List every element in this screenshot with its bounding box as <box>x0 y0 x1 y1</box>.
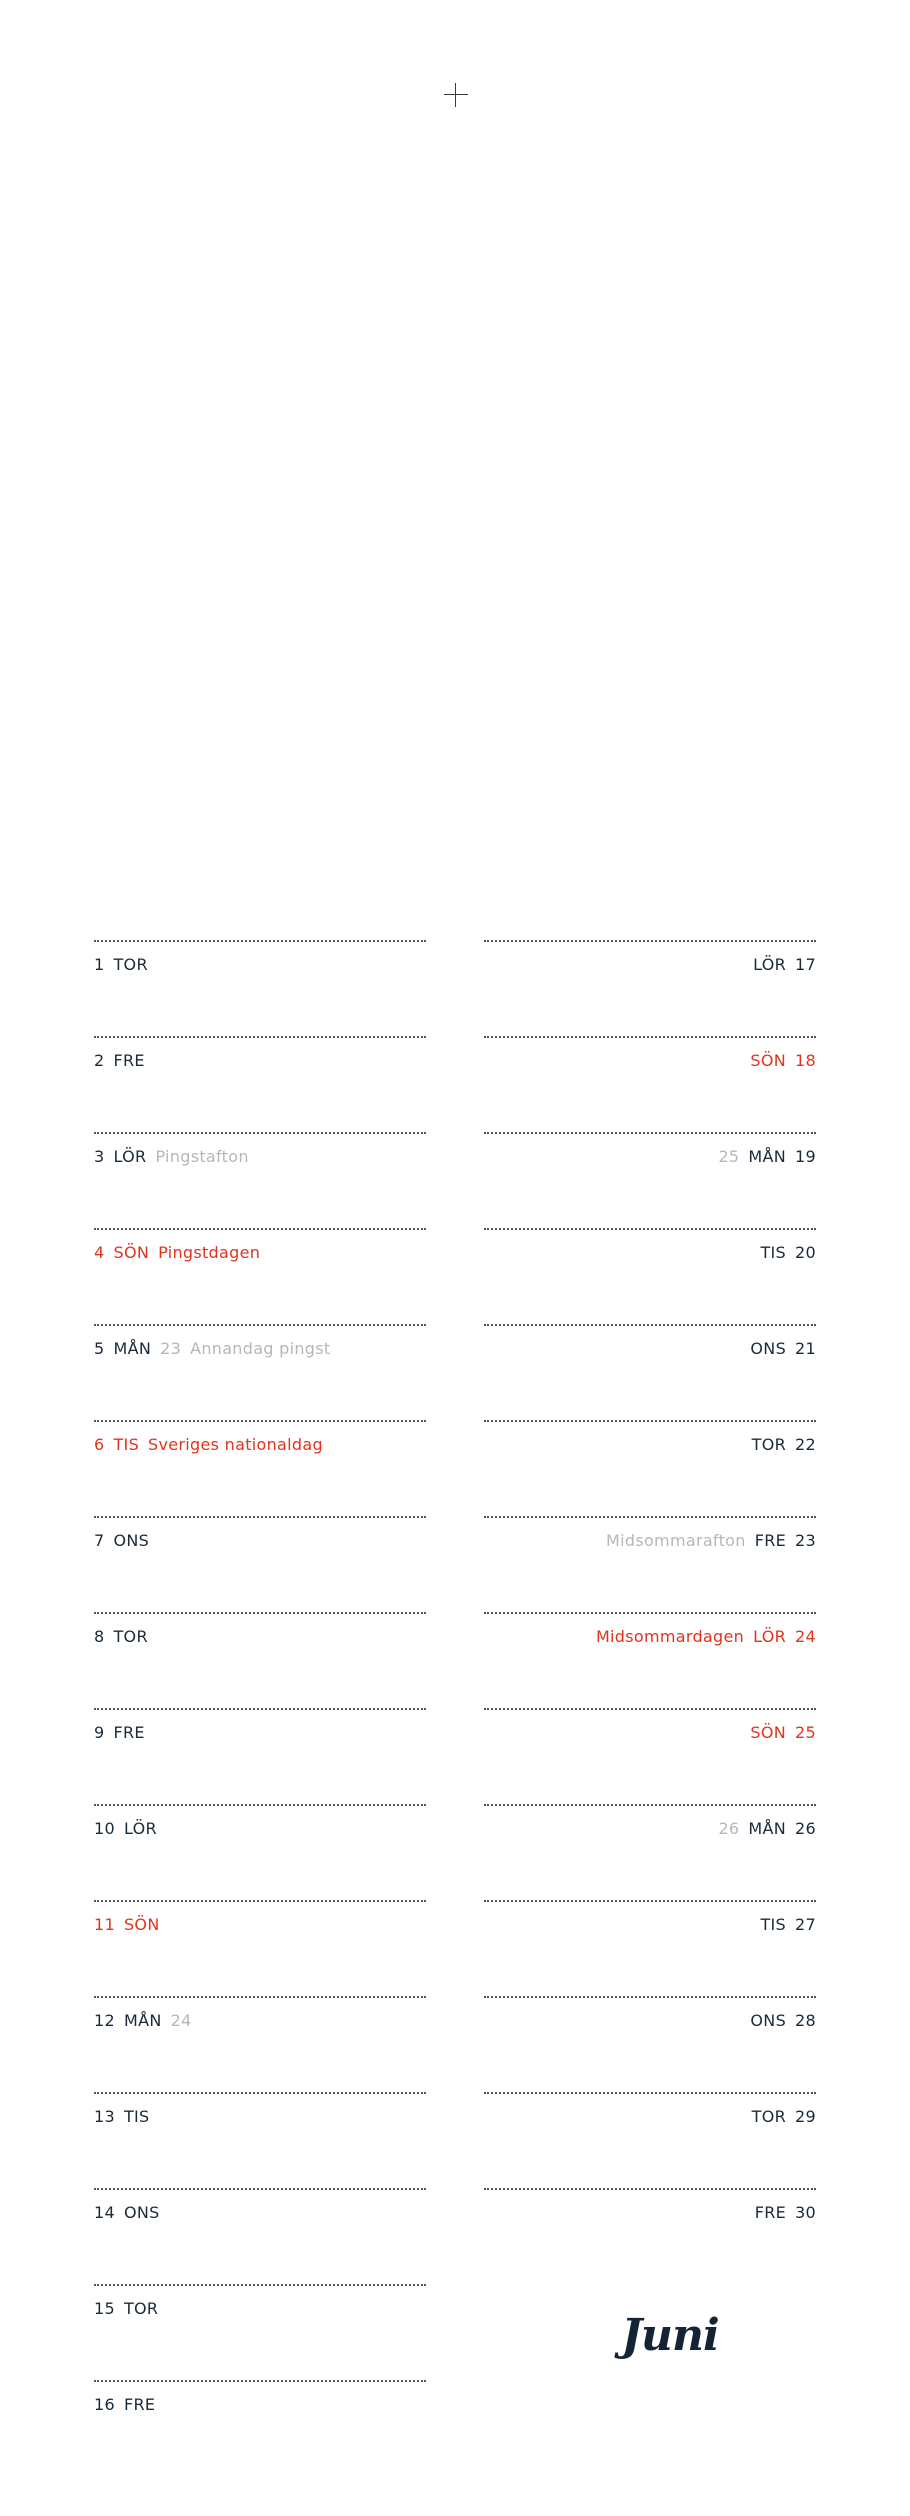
dotted-line <box>484 1516 816 1518</box>
day-number: 5 <box>94 1339 105 1358</box>
day-number: 30 <box>795 2203 816 2222</box>
day-label <box>94 1723 426 1743</box>
day-number: 21 <box>795 1339 816 1358</box>
day-label <box>484 1339 816 1359</box>
dotted-line <box>94 2380 426 2382</box>
weekday: ONS <box>123 2203 160 2222</box>
dotted-line <box>94 940 426 942</box>
day-number: 25 <box>795 1723 816 1742</box>
weekday: SÖN <box>750 1723 787 1742</box>
day-row <box>484 1794 816 1890</box>
dotted-line <box>484 1612 816 1614</box>
day-row <box>484 2082 816 2178</box>
day-number: 16 <box>94 2395 115 2414</box>
dotted-line <box>484 1132 816 1134</box>
day-number: 23 <box>795 1531 816 1550</box>
crosshair-icon <box>444 83 468 107</box>
day-row <box>484 1314 816 1410</box>
dotted-line <box>94 1804 426 1806</box>
day-row <box>484 1506 816 1602</box>
day-label <box>484 1819 816 1839</box>
day-number: 22 <box>795 1435 816 1454</box>
weekday: TIS <box>760 1243 787 1262</box>
day-label <box>94 1915 426 1935</box>
weekday: TIS <box>123 2107 150 2126</box>
days-column-left <box>94 930 426 2466</box>
holiday-note: Pingstafton <box>155 1147 249 1166</box>
holiday-note: Midsommarafton <box>606 1531 746 1550</box>
dotted-line <box>484 1900 816 1902</box>
day-label <box>94 1147 426 1167</box>
day-number: 28 <box>795 2011 816 2030</box>
weekday: TOR <box>751 2107 787 2126</box>
day-number: 26 <box>795 1819 816 1838</box>
day-row <box>94 1026 426 1122</box>
day-row <box>94 930 426 1026</box>
dotted-line <box>484 2092 816 2094</box>
day-row <box>484 1890 816 1986</box>
day-label <box>94 2011 426 2031</box>
day-number: 6 <box>94 1435 105 1454</box>
day-row <box>94 2274 426 2370</box>
day-number: 29 <box>795 2107 816 2126</box>
day-number: 7 <box>94 1531 105 1550</box>
dotted-line <box>484 1420 816 1422</box>
holiday-note: Midsommardagen <box>595 1627 745 1646</box>
month-title: Juni <box>621 2310 719 2361</box>
weekday: TIS <box>760 1915 787 1934</box>
weekday: ONS <box>113 1531 150 1550</box>
weekday: MÅN <box>123 2011 162 2030</box>
day-label <box>484 1243 816 1263</box>
weekday: ONS <box>750 1339 787 1358</box>
day-number: 14 <box>94 2203 115 2222</box>
weekday: TOR <box>113 1627 148 1646</box>
weekday: TOR <box>123 2299 159 2318</box>
weekday: SÖN <box>750 1051 787 1070</box>
day-row <box>484 1218 816 1314</box>
dotted-line <box>94 1996 426 1998</box>
day-label <box>94 1051 426 1071</box>
dotted-line <box>94 1516 426 1518</box>
day-row <box>484 1986 816 2082</box>
dotted-line <box>94 1228 426 1230</box>
day-row <box>94 2082 426 2178</box>
week-number: 26 <box>718 1819 740 1838</box>
day-label <box>94 2395 426 2415</box>
day-number: 10 <box>94 1819 115 1838</box>
day-label <box>94 1435 426 1455</box>
day-number: 15 <box>94 2299 115 2318</box>
dotted-line <box>484 1228 816 1230</box>
holiday-note: Sveriges nationaldag <box>148 1435 323 1454</box>
day-label <box>484 955 816 975</box>
day-label <box>484 1531 816 1551</box>
day-row <box>484 1026 816 1122</box>
day-row <box>94 1410 426 1506</box>
day-label <box>94 955 426 975</box>
day-number: 17 <box>795 955 816 974</box>
day-row <box>484 1122 816 1218</box>
day-row <box>94 1218 426 1314</box>
dotted-line <box>484 1036 816 1038</box>
dotted-line <box>94 2284 426 2286</box>
day-number: 19 <box>795 1147 816 1166</box>
day-row <box>484 1410 816 1506</box>
weekday: TOR <box>751 1435 787 1454</box>
days-column-right <box>484 930 816 2274</box>
day-row <box>484 1602 816 1698</box>
weekday: FRE <box>113 1051 145 1070</box>
weekday: FRE <box>123 2395 156 2414</box>
weekday: SÖN <box>123 1915 160 1934</box>
weekday: FRE <box>113 1723 145 1742</box>
weekday: FRE <box>754 2203 787 2222</box>
day-number: 3 <box>94 1147 105 1166</box>
week-number: 24 <box>170 2011 192 2030</box>
day-row <box>94 1794 426 1890</box>
week-number: 23 <box>160 1339 182 1358</box>
day-number: 4 <box>94 1243 105 1262</box>
day-label <box>94 2107 426 2127</box>
day-label <box>94 1531 426 1551</box>
day-label <box>94 1819 426 1839</box>
dotted-line <box>484 2188 816 2190</box>
dotted-line <box>94 1612 426 1614</box>
dotted-line <box>484 1996 816 1998</box>
weekday: LÖR <box>123 1819 157 1838</box>
day-number: 24 <box>795 1627 816 1646</box>
day-row <box>94 1986 426 2082</box>
day-number: 11 <box>94 1915 115 1934</box>
day-label <box>484 1051 816 1071</box>
crosshair-horizontal <box>444 94 468 95</box>
dotted-line <box>484 1804 816 1806</box>
weekday: TOR <box>113 955 148 974</box>
day-label <box>484 1915 816 1935</box>
dotted-line <box>94 1708 426 1710</box>
weekday: MÅN <box>113 1339 152 1358</box>
day-label <box>484 1723 816 1743</box>
day-number: 2 <box>94 1051 105 1070</box>
day-row <box>94 2178 426 2274</box>
day-label <box>94 1627 426 1647</box>
day-label <box>484 2203 816 2223</box>
weekday: MÅN <box>748 1819 787 1838</box>
day-row <box>484 1698 816 1794</box>
day-label <box>94 2299 426 2319</box>
dotted-line <box>94 2188 426 2190</box>
day-row <box>484 930 816 1026</box>
dotted-line <box>484 1708 816 1710</box>
day-label <box>484 1147 816 1167</box>
weekday: SÖN <box>113 1243 150 1262</box>
day-number: 13 <box>94 2107 115 2126</box>
day-label <box>484 1627 816 1647</box>
weekday: TIS <box>113 1435 140 1454</box>
day-number: 9 <box>94 1723 105 1742</box>
weekday: LÖR <box>113 1147 147 1166</box>
weekday: ONS <box>750 2011 787 2030</box>
dotted-line <box>94 1420 426 1422</box>
day-number: 8 <box>94 1627 105 1646</box>
day-row <box>484 2178 816 2274</box>
day-number: 12 <box>94 2011 115 2030</box>
day-label <box>484 2011 816 2031</box>
day-row <box>94 1506 426 1602</box>
day-label <box>94 1339 426 1359</box>
weekday: MÅN <box>748 1147 787 1166</box>
day-label <box>484 1435 816 1455</box>
dotted-line <box>94 1132 426 1134</box>
day-row <box>94 1890 426 1986</box>
weekday: LÖR <box>753 1627 787 1646</box>
day-label <box>484 2107 816 2127</box>
weekday: LÖR <box>753 955 787 974</box>
day-number: 27 <box>795 1915 816 1934</box>
dotted-line <box>94 1900 426 1902</box>
dotted-line <box>484 1324 816 1326</box>
dotted-line <box>94 1324 426 1326</box>
week-number: 25 <box>718 1147 740 1166</box>
crosshair-vertical <box>455 83 456 107</box>
day-row <box>94 1314 426 1410</box>
day-row <box>94 1698 426 1794</box>
dotted-line <box>94 2092 426 2094</box>
day-number: 20 <box>795 1243 816 1262</box>
day-row <box>94 1122 426 1218</box>
day-number: 1 <box>94 955 105 974</box>
dotted-line <box>94 1036 426 1038</box>
day-label <box>94 2203 426 2223</box>
holiday-note: Pingstdagen <box>158 1243 261 1262</box>
day-number: 18 <box>795 1051 816 1070</box>
day-row <box>94 2370 426 2466</box>
holiday-note: Annandag pingst <box>190 1339 331 1358</box>
day-row <box>94 1602 426 1698</box>
day-label <box>94 1243 426 1263</box>
weekday: FRE <box>754 1531 787 1550</box>
dotted-line <box>484 940 816 942</box>
